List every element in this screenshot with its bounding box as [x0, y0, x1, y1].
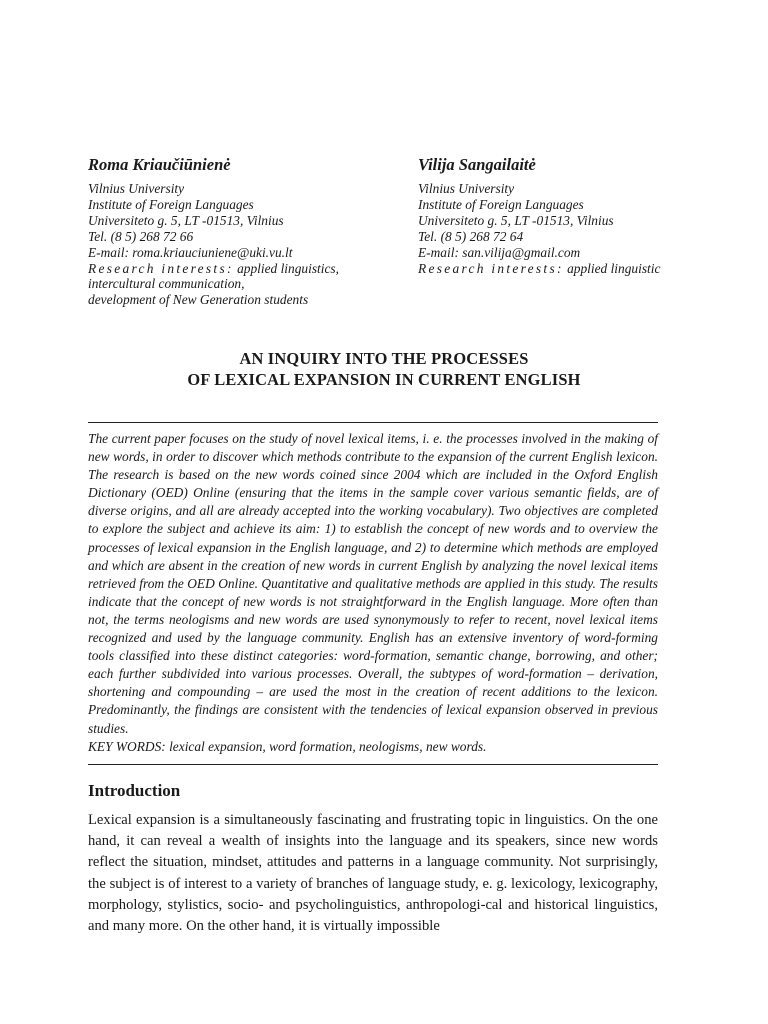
abstract-top-rule: [88, 422, 658, 423]
author-1-institute: Institute of Foreign Languages: [88, 196, 254, 212]
author-1-research-label: Research interests:: [88, 260, 234, 276]
author-2-name: Vilija Sangailaitė: [418, 155, 536, 174]
author-2-university: Vilnius University: [418, 181, 515, 196]
author-2: [418, 155, 718, 276]
author-2-address: Universiteto g. 5, LT -01513, Vilnius: [418, 212, 614, 228]
author-1: [88, 155, 388, 308]
author-1-research-text: applied linguistics,: [237, 260, 339, 276]
abstract-bottom-rule: [88, 764, 658, 765]
author-1-research-cont-2: development of New Generation students: [88, 292, 309, 308]
paper-title-line-1: AN INQUIRY INTO THE PROCESSES: [239, 349, 529, 368]
author-2-research-text: applied linguistic: [567, 260, 661, 276]
keywords: KEY WORDS: lexical expansion, word formation, neologisms, new words.: [88, 739, 487, 754]
author-2-research-label: Research interests:: [418, 260, 564, 276]
author-1-university: Vilnius University: [88, 181, 185, 196]
paper-title-line-2: OF LEXICAL EXPANSION IN CURRENT ENGLISH: [187, 370, 581, 389]
paper-title: [0, 348, 768, 390]
author-1-research: [88, 261, 388, 277]
author-2-email[interactable]: E-mail: san.vilija@gmail.com: [418, 244, 581, 260]
introduction-heading: Introduction: [88, 781, 181, 800]
author-1-name: Roma Kriaučiūnienė: [88, 155, 231, 174]
author-1-email[interactable]: E-mail: roma.kriauciuniene@uki.vu.lt: [88, 244, 293, 260]
abstract: The current paper focuses on the study of novel lexical items, i. e. the processes involved in the making of new words, in order to discover which methods contribute to the expansion of the current English lexicon. The research is based on the new words coined since 2004 which are included in the Oxford English Dictionary (OED) Online (ensuring that the items in the sample cover various semantic fields, are of diverse origins, and all are already accepted into the working vocabulary). Two objectives are completed to explore the subject and achieve its aim: 1) to establish the concept of new words and to overview the processes of lexical expansion in the English language, and 2) to determine which methods are employed and which are absent in the creation of new words in current English by analyzing the novel lexical items retrieved from the OED Online. Quantitative and qualitative methods are applied in this study. The results indicate that the concept of new words is not straightforward in the English language. More often than not, the terms neologisms and new words are used synonymously to refer to recent, novel lexical items recognized and used by the language community. English has an extensive inventory of word-forming tools classified into these distinct categories: word-formation, semantic change, borrowing, and other; each further subdivided into various processes. Overall, the subtypes of word-formation – derivation, shortening and compounding – are used the most in the creation of recent additions to the lexicon. Predominantly, the findings are consistent with the tendencies of lexical expansion observed in previous studies.: [88, 431, 658, 736]
author-2-research: [418, 261, 718, 277]
author-1-address: Universiteto g. 5, LT -01513, Vilnius: [88, 212, 284, 228]
author-block: [88, 155, 668, 315]
author-2-institute: Institute of Foreign Languages: [418, 196, 584, 212]
author-1-research-cont-1: intercultural communication,: [88, 276, 245, 292]
author-2-tel: Tel. (8 5) 268 72 64: [418, 228, 524, 244]
introduction-paragraph: Lexical expansion is a simultaneously fascinating and frustrating topic in linguistics. On the one hand, it can reveal a wealth of insights into the language and its speakers, since new words reflect the situation, mindset, attitudes and patterns in a language community. Not surprisingly, the subject is of interest to a variety of branches of language study, e. g. lexicology, lexicography, morphology, stylistics, socio- and psycholinguistics, anthropologi-cal and historical linguistics, and many more. On the other hand, it is virtually impossible: [88, 812, 658, 935]
author-1-tel: Tel. (8 5) 268 72 66: [88, 228, 194, 244]
